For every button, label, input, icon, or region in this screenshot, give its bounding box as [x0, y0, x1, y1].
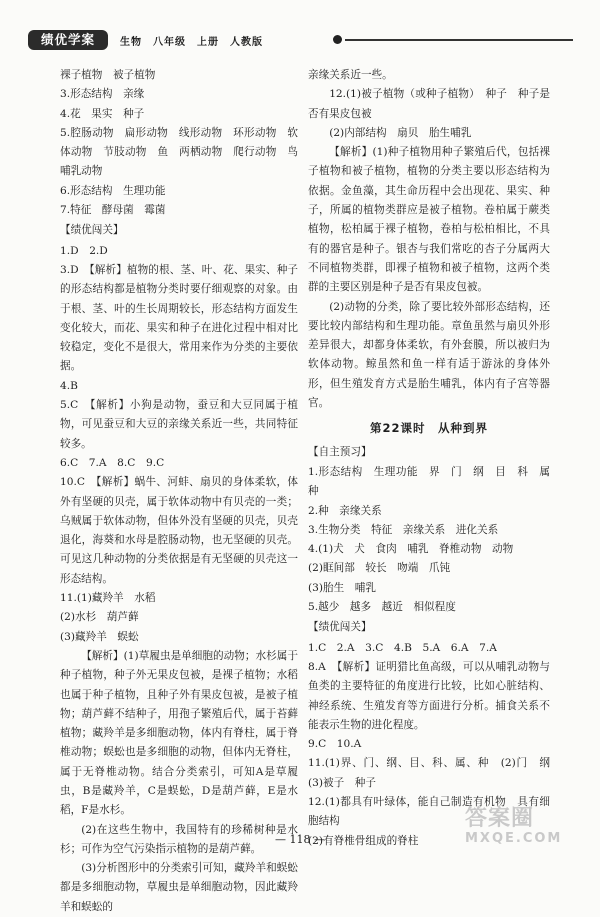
text-line: 5.腔肠动物 扁形动物 线形动物 环形动物 软体动物 节肢动物 鱼 两栖动物 爬行动物 鸟 哺乳动物 — [60, 126, 309, 178]
section-heading: 【自主预习】 — [308, 445, 372, 458]
section-heading: 【绩优闯关】 — [60, 224, 124, 237]
text-line: 5.越少 越多 越近 相似程度 — [308, 601, 456, 614]
text-line: 1.形态结构 生理功能 界 门 纲 目 科 属 种 — [308, 465, 561, 498]
text-line: (2)在这些生物中，我国特有的珍稀树种是水杉；可作为空气污染指示植物的是葫芦藓。 — [60, 823, 298, 855]
header-subtitle: 生物 八年级 上册 人教版 — [120, 37, 263, 48]
page-header — [28, 24, 573, 54]
text-line: 6.形态结构 生理功能 — [60, 184, 166, 197]
text-line: 11.(1)藏羚羊 水稻 — [60, 592, 156, 605]
text-line: 7.特征 酵母菌 霉菌 — [60, 204, 166, 217]
text-line: 3.D 【解析】植物的根、茎、叶、花、果实、种子的形态结构都是植物分类时要仔细观察的对象。由于根、茎、叶的生长周期较长，形态结构方面发生变化较大，而花、果实和种子在进化过程中相对比较稳定，变化不是很大，常用来作为分类的主要依据。 — [60, 263, 298, 373]
header-bullet-icon — [333, 35, 342, 44]
text-line: (2)有脊椎骨组成的脊柱 — [308, 834, 419, 847]
page-number: — 118 — — [275, 833, 325, 846]
text-line: (3)胎生 哺乳 — [308, 581, 376, 594]
section-heading: 【绩优闯关】 — [308, 621, 372, 634]
text-line: 2.种 亲缘关系 — [308, 504, 382, 517]
text-line: 4.花 果实 种子 — [60, 107, 145, 120]
watermark-top: 答案圈 — [465, 806, 535, 831]
text-line: 12.(1)被子植物（或种子植物） 种子 种子是否有果皮包被 — [308, 88, 550, 120]
text-line: 【解析】(1)草履虫是单细胞的动物；水杉属于种子植物，种子外无果皮包被，是裸子植物；水稻也属于种子植物，且种子外有果皮包被，是被子植物；葫芦藓不结种子，用孢子繁殖后代，属于苔藓植物；藏羚羊是多细胞动物，体内有脊柱，属于脊椎动物；蜈蚣也是多细胞的动物，但体内无脊柱，属于无脊椎动物。结合分类索引，可知A是草履虫，B是藏羚羊，C是蜈蚣，D是葫芦藓，E是水稻，F是水杉。 — [60, 649, 298, 817]
text-line: 4.(1)犬 犬 食肉 哺乳 脊椎动物 动物 — [308, 543, 514, 556]
text-line: (2)眶间部 较长 吻端 爪钝 — [308, 562, 451, 575]
text-line: 1.C 2.A 3.C 4.B 5.A 6.A 7.A — [308, 641, 497, 654]
text-line: (3)藏羚羊 蜈蚣 — [60, 630, 139, 643]
text-line: 9.C 10.A — [308, 738, 362, 751]
text-line: 【解析】(1)种子植物用种子繁殖后代，包括裸子植物和被子植物，植物的分类主要以形态结构为依据。金鱼藻，其生命历程中会出现花、果实、种子，所属的植物类群应是被子植物。卷柏属于蕨类植物，松柏属于裸子植物，卷柏与松柏相比，不具有的器官是种子。银杏与我们常吃的杏子分属两大不同植物类群，即裸子植物和被子植物，这两个类群的主要区别是种子是否有果皮包被。 — [308, 146, 550, 294]
text-line: 1.D 2.D — [60, 244, 108, 257]
lesson-title: 第22课时 从种到界 — [369, 421, 488, 436]
text-line: 3.生物分类 特征 亲缘关系 进化关系 — [308, 523, 499, 536]
text-line: 3.形态结构 亲缘 — [60, 88, 145, 101]
text-line: 亲缘关系近一些。 — [308, 69, 393, 81]
text-line: 11.(1)界、门、纲、目、科、属、种 (2)门 纲 (3)被子 种子 — [308, 757, 561, 789]
text-line: 8.A 【解析】证明猎比鱼高级，可以从哺乳动物与鱼类的主要特征的角度进行比较，比如心脏结构、神经系统、生殖发育等方面进行分析。捕食关系不能表示生物的进化程度。 — [308, 660, 550, 731]
text-line: 裸子植物 被子植物 — [60, 69, 156, 81]
text-line: 12.(1)都具有叶绿体，能自己制造有机物 具有细胞结构 — [308, 795, 550, 828]
text-line: 10.C 【解析】蜗牛、河蚌、扇贝的身体柔软，体外有坚硬的贝壳，属于软体动物中有贝壳的一类；乌贼属于软体动物，但体外没有坚硬的贝壳，贝壳退化，海葵和水母是腔肠动物，也无坚硬的贝壳。可见这几种动物的分类依据是有无坚硬的贝壳这一形态结构。 — [60, 476, 298, 585]
text-line: 6.C 7.A 8.C 9.C — [60, 456, 165, 469]
watermark-bottom: MXQE.COM — [465, 831, 563, 846]
brand-logo: 绩优学案 — [28, 30, 108, 50]
right-column — [308, 66, 561, 851]
text-line: (2)动物的分类，除了要比较外部形态结构，还要比较内部结构和生理功能。章鱼虽然与扇贝外形差异很大，却都身体柔软，有外套膜，所以被归为软体动物。鲸虽然和鱼一样有适于游泳的身体外形，但生殖发育方式是胎生哺乳，体内有子宫等器官。 — [308, 300, 550, 410]
text-line: (2)水杉 葫芦藓 — [60, 611, 139, 624]
text-line: (3)分析图形中的分类索引可知，藏羚羊和蜈蚣都是多细胞动物，草履虫是单细胞动物，因此藏羚羊和蜈蚣的 — [60, 862, 298, 913]
header-rule — [345, 39, 573, 41]
text-line: 4.B — [60, 379, 78, 392]
text-line: 5.C 【解析】小狗是动物，蚕豆和大豆同属于植物，可见蚕豆和大豆的亲缘关系近一些，共同特征较多。 — [60, 399, 298, 450]
text-line: (2)内部结构 扇贝 胎生哺乳 — [329, 126, 472, 139]
